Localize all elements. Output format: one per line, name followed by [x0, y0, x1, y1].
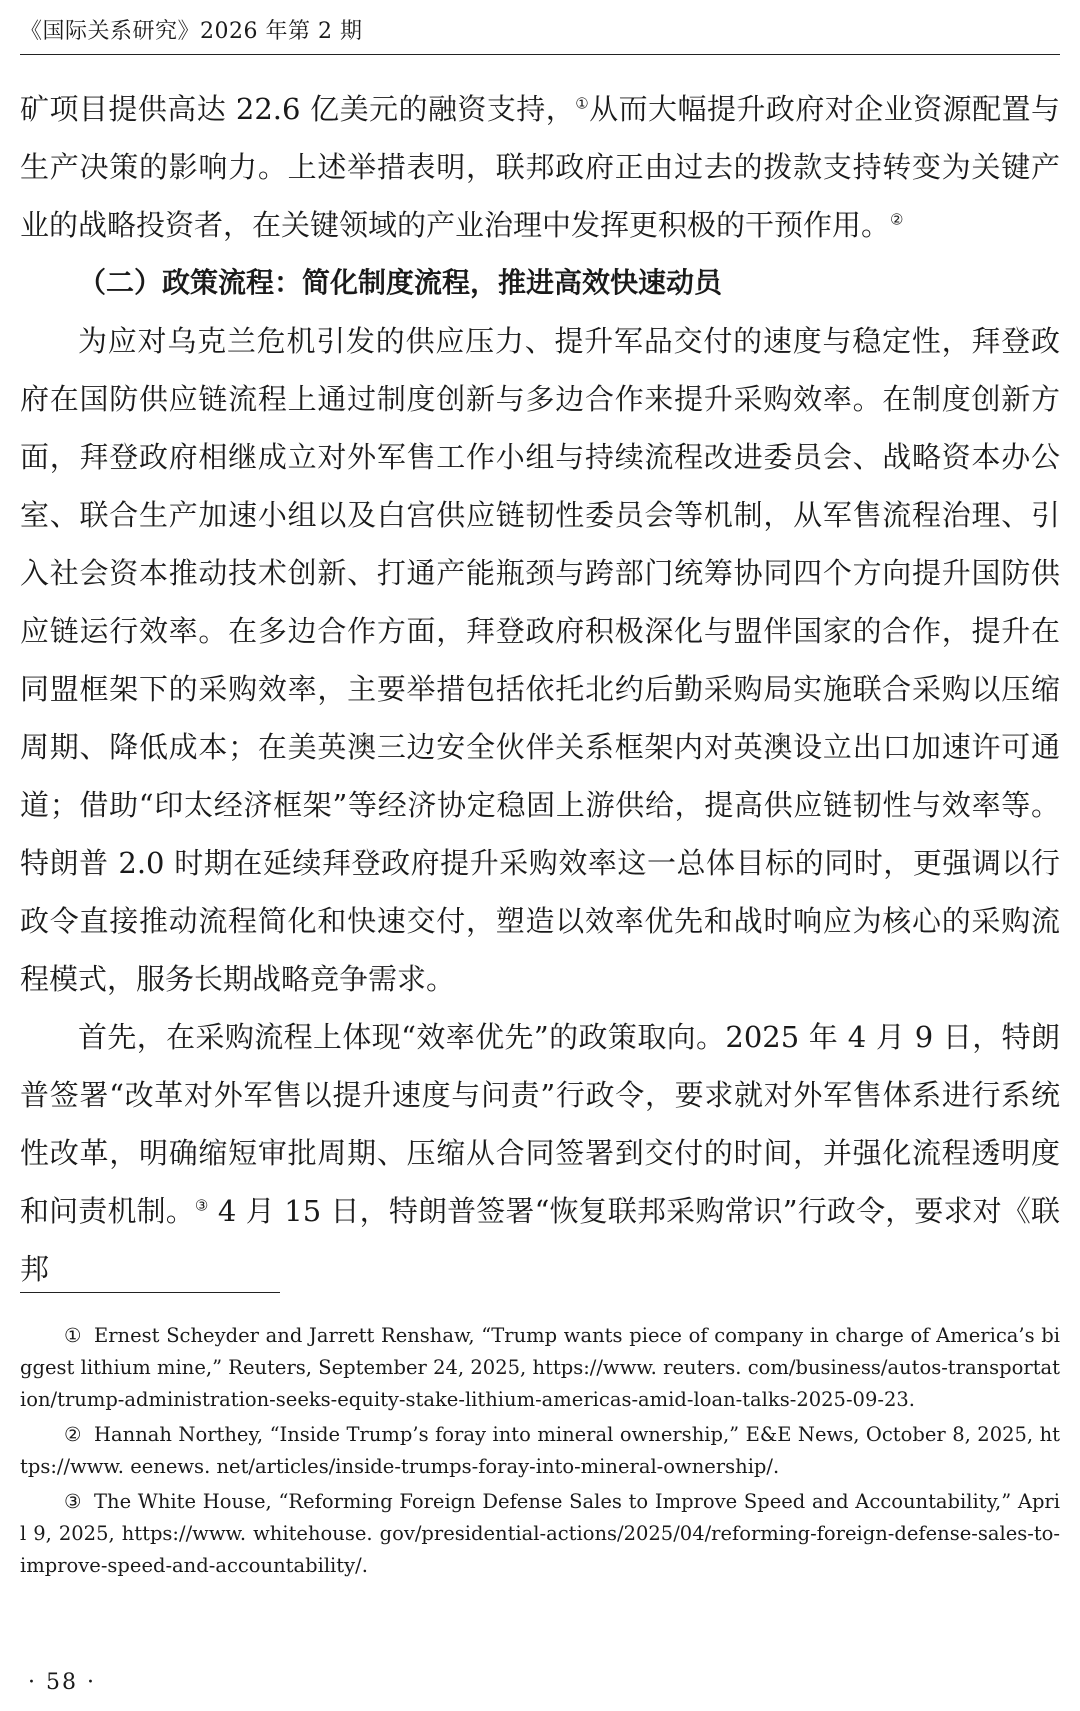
footnote-3-mark: ③ [64, 1490, 82, 1513]
paragraph-1-text-a: 矿项目提供高达 22.6 亿美元的融资支持， [20, 92, 576, 126]
footnote-ref-2[interactable]: ② [890, 210, 904, 229]
footnote-2 [20, 1419, 1060, 1483]
paragraph-1 [20, 80, 1060, 254]
page-number: · 58 · [28, 1670, 96, 1695]
footnote-rule [20, 1292, 280, 1293]
footnote-3-text: The White House, “Reforming Foreign Defense Sales to Improve Speed and Accountability,” April 9, 2025, https://www. whitehouse. gov/presidential-actions/2025/04/reforming-foreign-defense-sales-to-improve-speed-and-accountability/. [20, 1490, 1060, 1577]
paragraph-3-text-b: 4 月 15 日，特朗普签署“恢复联邦采购常识”行政令，要求对《联邦 [20, 1194, 1060, 1286]
running-head: 《国际关系研究》2026 年第 2 期 [20, 19, 363, 44]
footnote-1-text: Ernest Scheyder and Jarrett Renshaw, “Trump wants piece of company in charge of America’s biggest lithium mine,” Reuters, September 24, 2025, https://www. reuters. com/business/autos-transportation/trump-administration-seeks-equity-stake-lithium-americas-amid-loan-talks-2025-09-23. [20, 1324, 1060, 1411]
paragraph-1-text-b: 从而大幅提升政府对企业资源配置与生产决策的影响力。上述举措表明，联邦政府正由过去的拨款支持转变为关键产业的战略投资者，在关键领域的产业治理中发挥更积极的干预作用。 [20, 92, 1060, 242]
footnote-3 [20, 1486, 1060, 1582]
paragraph-2: 为应对乌克兰危机引发的供应压力、提升军品交付的速度与稳定性，拜登政府在国防供应链流程上通过制度创新与多边合作来提升采购效率。在制度创新方面，拜登政府相继成立对外军售工作小组与持续流程改进委员会、战略资本办公室、联合生产加速小组以及白宫供应链韧性委员会等机制，从军售流程治理、引入社会资本推动技术创新、打通产能瓶颈与跨部门统筹协同四个方向提升国防供应链运行效率。在多边合作方面，拜登政府积极深化与盟伴国家的合作，提升在同盟框架下的采购效率，主要举措包括依托北约后勤采购局实施联合采购以压缩周期、降低成本；在美英澳三边安全伙伴关系框架内对英澳设立出口加速许可通道；借助“印太经济框架”等经济协定稳固上游供给，提高供应链韧性与效率等。特朗普 2.0 时期在延续拜登政府提升采购效率这一总体目标的同时，更强调以行政令直接推动流程简化和快速交付，塑造以效率优先和战时响应为核心的采购流程模式，服务长期战略竞争需求。 [20, 324, 1060, 996]
footnote-2-mark: ② [64, 1423, 82, 1446]
footnote-1-mark: ① [64, 1324, 82, 1347]
footnotes [20, 1320, 1060, 1585]
footnote-ref-3[interactable]: ③ [194, 1196, 209, 1215]
paragraph-3-text-a: 首先，在采购流程上体现“效率优先”的政策取向。2025 年 4 月 9 日，特朗普签署“改革对外军售以提升速度与问责”行政令，要求就对外军售体系进行系统性改革，明确缩短审批周期、压缩从合同签署到交付的时间，并强化流程透明度和问责机制。 [20, 1020, 1060, 1228]
footnote-1 [20, 1320, 1060, 1416]
footnote-2-text: Hannah Northey, “Inside Trump’s foray into mineral ownership,” E&E News, October 8, 2025, https://www. eenews. net/articles/inside-trumps-foray-into-mineral-ownership/. [20, 1423, 1060, 1478]
footnote-ref-1[interactable]: ① [575, 94, 590, 113]
paragraph-3 [20, 1008, 1060, 1298]
section-heading: （二）政策流程：简化制度流程，推进高效快速动员 [78, 266, 723, 299]
header-rule [20, 54, 1060, 55]
main-text [20, 80, 1060, 1298]
